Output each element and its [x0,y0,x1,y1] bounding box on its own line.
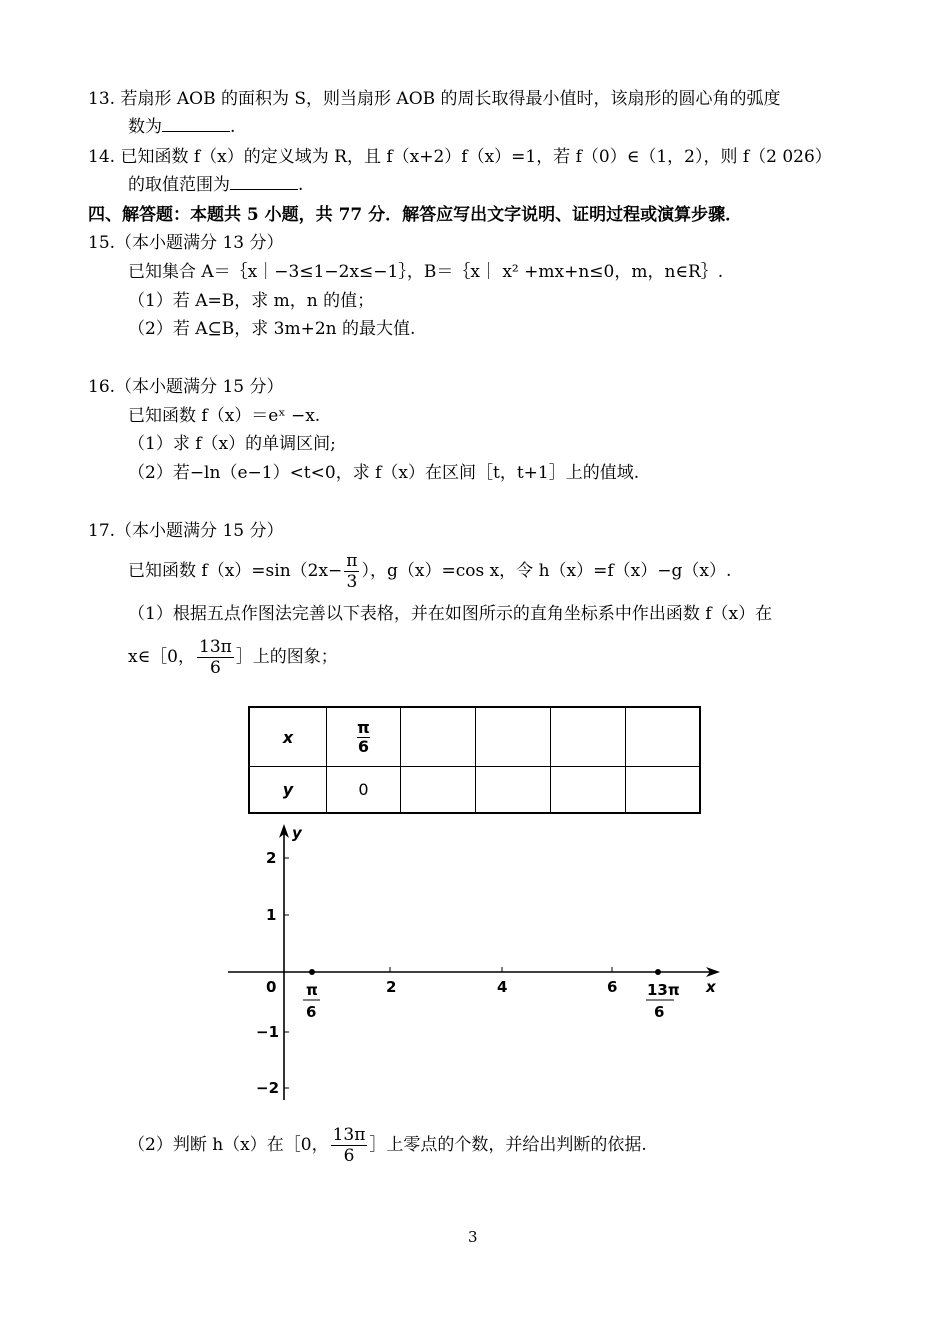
q16-points: （本小题满分 15 分） [115,377,284,397]
pi-over-6-numerator: π [306,981,318,999]
page-number: 3 [468,1228,478,1246]
q17-statement-b: ），g（x）=cos x，令 h（x）=f（x）−g（x）. [361,561,732,581]
frac-numerator: π [357,717,370,737]
table-cell-empty[interactable] [401,707,476,767]
section-4-heading: 四、解答题：本题共 5 小题，共 77 分．解答应写出文字说明、证明过程或演算步骤． [88,205,743,225]
q17-part1-line1: （1）根据五点作图法完善以下表格，并在如图所示的直角坐标系中作出函数 f（x）在 [128,604,773,624]
13pi-over-6-fraction [331,1125,368,1166]
q16-header [88,376,284,398]
table-row-y [249,767,700,814]
q15-header [88,232,284,254]
q17-part2-b: ］上零点的个数，并给出判断的依据. [369,1135,647,1155]
q15-number: 15. [88,233,116,253]
q17-part2 [128,1124,647,1166]
x-tick-label: 4 [497,978,508,996]
y-tick-label: −1 [256,1023,280,1041]
frac-numerator: π [346,551,358,571]
x-axis-label: x [706,978,716,996]
table-cell-empty[interactable] [551,767,626,814]
frac-numerator: 13π [332,1125,366,1145]
q14-text2: 的取值范围为 [128,175,230,195]
origin-label: 0 [266,978,277,996]
q14-end: . [298,175,304,195]
13pi-over-6-denominator: 6 [654,1003,665,1021]
q13-line2 [128,116,235,138]
x-tick-label: 6 [607,978,618,996]
x-tick-label: 2 [386,978,397,996]
frac-denominator: 6 [343,1146,355,1166]
pi-over-6-denominator: 6 [306,1003,317,1021]
q13-text2: 数为 [128,117,162,137]
q17-part1-interval-end: ］上的图象； [235,647,338,667]
table-cell-empty[interactable] [626,767,701,814]
y-tick-label: −2 [256,1079,280,1097]
five-point-table [248,706,701,814]
y-axis-label: y [292,824,302,842]
q13-end: . [230,117,236,137]
q17-part1-line2 [128,636,338,678]
q17-part2-a: （2）判断 h（x）在［0， [128,1135,329,1155]
table-x-label: x [282,727,294,747]
13pi-over-6-numerator: 13π [647,981,680,999]
q17-number: 17. [88,521,116,541]
y-tick-label: 2 [266,849,277,867]
table-row-x [249,707,700,767]
q17-statement [128,550,731,592]
table-cell-empty[interactable] [626,707,701,767]
table-cell-y0: 0 [327,767,401,814]
table-cell-empty[interactable] [476,707,551,767]
q14-line1 [88,146,832,168]
q15-part1: （1）若 A=B，求 m，n 的值； [128,291,375,311]
q13-text: 若扇形 AOB 的面积为 S，则当扇形 AOB 的周长取得最小值时，该扇形的圆心角的弧度 [120,89,781,109]
table-cell-x0 [327,707,401,767]
q17-points: （本小题满分 15 分） [115,521,284,541]
q17-statement-a: 已知函数 f（x）=sin（2x− [128,561,343,581]
q15-part2: （2）若 A⊆B，求 3m+2n 的最大值. [128,319,416,339]
table-header-y [249,767,327,814]
q14-line2 [128,174,303,196]
q14-answer-blank[interactable] [230,175,298,190]
q16-number: 16. [88,377,116,397]
frac-denominator: 6 [209,658,221,678]
pi-over-6-fraction [357,719,370,756]
13pi-over-6-fraction [197,637,234,678]
q15-statement: 已知集合 A＝｛x｜−3≤1−2x≤−1｝，B＝｛x｜ x² +mx+n≤0，m，n∈R｝. [128,262,724,282]
pi-over-3-fraction [344,551,359,592]
table-header-x [249,707,327,767]
q17-part1-interval-start: x∈［0， [128,647,195,667]
table-cell-empty[interactable] [551,707,626,767]
q16-part2: （2）若−ln（e−1）<t<0，求 f（x）在区间［t，t+1］上的值域. [128,463,640,483]
q14-number: 14. [88,147,116,167]
q16-statement: 已知函数 f（x）＝eˣ −x. [128,406,321,426]
q17-header [88,520,284,542]
y-tick-label: 1 [266,906,277,924]
13pi-over-6-point [655,969,661,975]
q13-line1 [88,88,781,110]
coordinate-system[interactable] [222,820,732,1110]
table-cell-empty[interactable] [401,767,476,814]
q13-answer-blank[interactable] [162,117,230,132]
q13-number: 13. [88,89,116,109]
frac-denominator: 6 [357,736,370,756]
frac-numerator: 13π [199,637,232,657]
q16-part1: （1）求 f（x）的单调区间; [128,434,336,454]
q14-text: 已知函数 f（x）的定义域为 R，且 f（x+2）f（x）=1，若 f（0）∈（1，2），则 f（2 026） [120,147,832,167]
q15-points: （本小题满分 13 分） [115,233,284,253]
frac-denominator: 3 [346,572,358,592]
table-cell-empty[interactable] [476,767,551,814]
pi-over-6-point [309,969,315,975]
table-y-label: y [282,780,294,799]
